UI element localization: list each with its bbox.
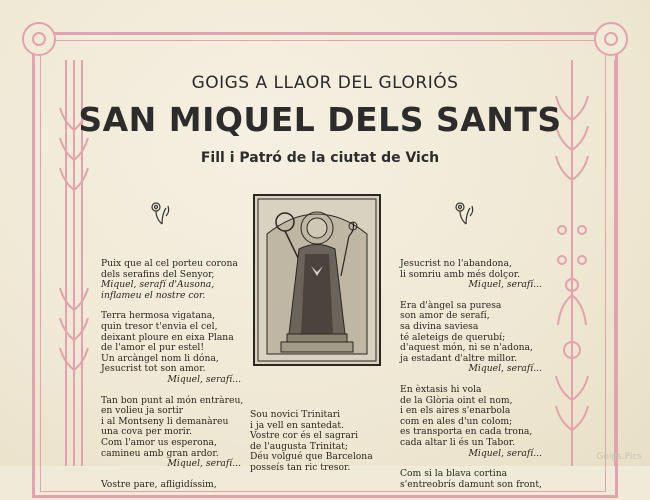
- verse-column-right: [400, 259, 542, 500]
- refrain-reference: Miquel, serafí...: [468, 279, 542, 291]
- verse-line: en volieu ja sortir: [101, 405, 184, 417]
- verse-line: Jesucrist no l'abandona,: [400, 258, 512, 269]
- verse-column-left: [101, 258, 244, 500]
- corner-rosette-icon: [22, 22, 56, 56]
- verse-line: una cova per morir.: [101, 426, 193, 438]
- verse-line: En èxtasis hi vola: [400, 383, 482, 395]
- verse-line: camineu amb gran ardor.: [101, 447, 219, 459]
- verse-line: es transporta en cada trona,: [400, 426, 533, 438]
- verse-line: Sou novici Trinitari: [250, 409, 341, 420]
- flower-icon: [148, 200, 174, 226]
- verse-line: Tan bon punt al món entràreu,: [101, 394, 244, 406]
- verse-line: com en ales d'un colom;: [400, 415, 513, 427]
- stanza: [101, 259, 241, 301]
- verse-line: dels serafins del Senyor,: [101, 268, 215, 280]
- stanza: [101, 394, 244, 470]
- verse-line: Terra hermosa vigatana,: [101, 310, 216, 322]
- verse-line: Jesucrist tot son amor.: [101, 363, 206, 375]
- verse-line: posseís tan ric tresor.: [250, 461, 351, 473]
- verse-line: li somriu amb més dolçor.: [400, 268, 521, 280]
- refrain-reference: Miquel, serafí...: [468, 363, 542, 375]
- verse-line: son amor de serafí,: [400, 310, 490, 322]
- verse-line: de l'amor el pur estel!: [101, 342, 205, 354]
- refrain-reference: Miquel, serafí...: [468, 447, 542, 459]
- verse-line: Era d'àngel sa puresa: [400, 299, 502, 311]
- verse-line: de l'augusta Trinitat;: [250, 440, 348, 452]
- stanza: [400, 301, 542, 375]
- watermark: Goigs.Pics: [596, 452, 642, 462]
- verse-line: quin tresor t'envia el cel,: [101, 320, 218, 332]
- verse-line: Vostre pare, afligidíssim,: [101, 478, 217, 490]
- verse-line: i ja vell en santedat.: [250, 419, 345, 431]
- stanza: [400, 385, 542, 459]
- flower-icon: [452, 200, 478, 226]
- verse-line: de la Glòria oint el nom,: [400, 394, 513, 406]
- saint-woodcut-image: [253, 194, 381, 366]
- refrain-reference: Miquel, serafí...: [167, 458, 241, 470]
- verse-line: deixant ploure en eixa Plana: [101, 331, 234, 343]
- heading-goigs: GOIGS A LLAOR DEL GLORIÓS: [191, 73, 459, 93]
- stanza: [101, 480, 241, 491]
- verse-line: cada altar li és un Tabor.: [400, 436, 516, 448]
- verse-line: Un arcàngel nom li dóna,: [101, 352, 219, 364]
- verse-line: sa divina saviesa: [400, 320, 479, 332]
- stanza: [400, 469, 542, 490]
- verse-line: Com l'amor us esperona,: [101, 436, 217, 448]
- verse-line: Vostre cor és el sagrari: [250, 430, 359, 442]
- page-subtitle: Fill i Patró de la ciutat de Vich: [200, 150, 440, 166]
- verse-line: Puix que al cel porteu corona: [101, 258, 238, 269]
- refrain-reference: Miquel, serafí...: [167, 373, 241, 385]
- verse-line: Com si la blava cortina: [400, 468, 508, 480]
- stanza: [250, 410, 390, 474]
- verse-column-center: [250, 410, 390, 484]
- page-title: SAN MIQUEL DELS SANTS: [78, 100, 562, 139]
- stanza: [101, 311, 241, 385]
- verse-line: Déu volgué que Barcelona: [250, 451, 373, 463]
- verse-line: i al Montseny li demanàreu: [101, 415, 229, 427]
- verse-line: ja estadant d'altre millor.: [400, 352, 518, 364]
- verse-line: d'aquest món, ni se n'adona,: [400, 342, 533, 354]
- verse-line: i en els aires s'enarbola: [400, 405, 511, 417]
- stanza: [400, 259, 542, 291]
- corner-rosette-icon: [594, 22, 628, 56]
- refrain-line: inflameu el nostre cor.: [101, 289, 206, 301]
- verse-line: té aleteigs de querubí;: [400, 331, 506, 343]
- refrain-line: Miquel, serafí d'Ausona,: [101, 279, 215, 291]
- verse-line: s'entreobrís damunt son front,: [400, 478, 542, 490]
